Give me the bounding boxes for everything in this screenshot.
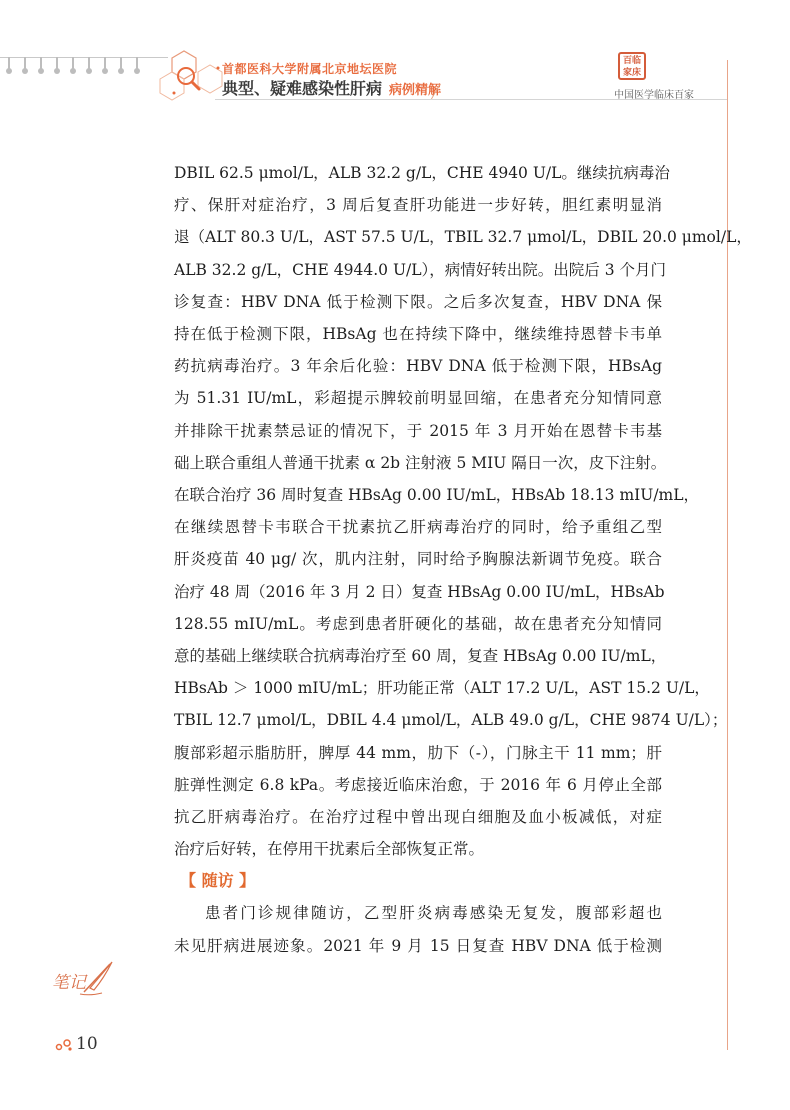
pin-decoration — [8, 57, 10, 71]
body-text — [174, 157, 752, 962]
text-line: 肝炎疫苗 40 μg/ 次，肌内注射，同时给予胸腺法新调节免疫。联合 — [174, 550, 662, 569]
text-line: 抗乙肝病毒治疗。在治疗过程中曾出现白细胞及血小板减低，对症 — [174, 808, 662, 827]
pin-decoration — [40, 57, 42, 71]
text-line: 持在低于检测下限，HBsAg 也在持续下降中，继续维持恩替卡韦单 — [174, 325, 662, 344]
text-line: 治疗 48 周（2016 年 3 月 2 日）复查 HBsAg 0.00 IU/mL，HBsAb — [174, 582, 665, 601]
paragraph-treatment-course — [174, 157, 752, 865]
text-line: 意的基础上继续联合抗病毒治疗至 60 周，复查 HBsAg 0.00 IU/mL， — [174, 647, 667, 666]
text-line: 在联合治疗 36 周时复查 HBsAg 0.00 IU/mL，HBsAb 18.13 mIU/mL， — [174, 486, 700, 505]
text-line: TBIL 12.7 μmol/L，DBIL 4.4 μmol/L，ALB 49.0 g/L，CHE 9874 U/L）； — [174, 711, 728, 730]
text-line: 疗、保肝对症治疗，3 周后复查肝功能进一步好转，胆红素明显消 — [174, 196, 662, 215]
text-line: 退（ALT 80.3 U/L，AST 57.5 U/L，TBIL 32.7 μmol/L，DBIL 20.0 μmol/L， — [174, 228, 752, 247]
text-line: ALB 32.2 g/L，CHE 4944.0 U/L），病情好转出院。出院后 3 个月门 — [174, 260, 667, 279]
notes-pen-icon — [50, 958, 114, 998]
text-line: 诊复查：HBV DNA 低于检测下限。之后多次复查，HBV DNA 保 — [174, 292, 662, 311]
paragraph-follow-up — [174, 897, 662, 961]
text-line: 并排除干扰素禁忌证的情况下，于 2015 年 3 月开始在恩替卡韦基 — [174, 421, 662, 440]
pin-decoration — [120, 57, 122, 71]
svg-text:笔记: 笔记 — [52, 973, 86, 993]
text-line: 础上联合重组人普通干扰素 α 2b 注射液 5 MIU 隔日一次，皮下注射。 — [174, 453, 667, 472]
pin-decoration — [88, 57, 90, 71]
series-name: 中国医学临床百家 — [614, 90, 694, 101]
text-line: 128.55 mIU/mL。考虑到患者肝硬化的基础，故在患者充分知情同 — [174, 614, 662, 633]
pin-decoration — [104, 57, 106, 71]
text-line: HBsAb ＞ 1000 mIU/mL；肝功能正常（ALT 17.2 U/L，AST 15.2 U/L， — [174, 679, 710, 698]
text-line: 脏弹性测定 6.8 kPa。考虑接近临床治愈，于 2016 年 6 月停止全部 — [174, 775, 662, 794]
margin-vertical-rule — [727, 60, 728, 1050]
pin-decoration — [24, 57, 26, 71]
pin-decoration — [56, 57, 58, 71]
text-line: 治疗后好转，在停用干扰素后全部恢复正常。 — [174, 840, 485, 859]
page-footer — [55, 1034, 98, 1054]
text-line: 药抗病毒治疗。3 年余后化验：HBV DNA 低于检测下限，HBsAg — [174, 357, 662, 376]
pin-decoration — [136, 57, 138, 71]
footer-ornament-icon — [55, 1038, 73, 1052]
text-line: DBIL 62.5 μmol/L，ALB 32.2 g/L，CHE 4940 U/L。继续抗病毒治 — [174, 164, 670, 182]
text-line: 腹部彩超示脂肪肝，脾厚 44 mm，肋下（-），门脉主干 11 mm；肝 — [174, 743, 662, 762]
section-heading-follow-up: 【 随访 】 — [180, 871, 256, 891]
text-line: 未见肝病进展迹象。2021 年 9 月 15 日复查 HBV DNA 低于检测 — [174, 936, 662, 955]
institution-name: 首都医科大学附属北京地坛医院 — [222, 62, 398, 76]
book-tag: 病例精解 — [389, 83, 442, 98]
series-seal-logo: 百临 家床 — [618, 52, 646, 80]
text-line: 在继续恩替卡韦联合干扰素抗乙肝病毒治疗的同时，给予重组乙型 — [174, 518, 662, 537]
text-line: 为 51.31 IU/mL，彩超提示脾较前明显回缩，在患者充分知情同意 — [174, 389, 662, 408]
pin-decoration — [72, 57, 74, 71]
text-line: 患者门诊规律随访，乙型肝炎病毒感染无复发，腹部彩超也 — [205, 904, 662, 923]
book-title: 典型、疑难感染性肝病 — [222, 79, 383, 98]
page-number: 10 — [76, 1034, 98, 1054]
